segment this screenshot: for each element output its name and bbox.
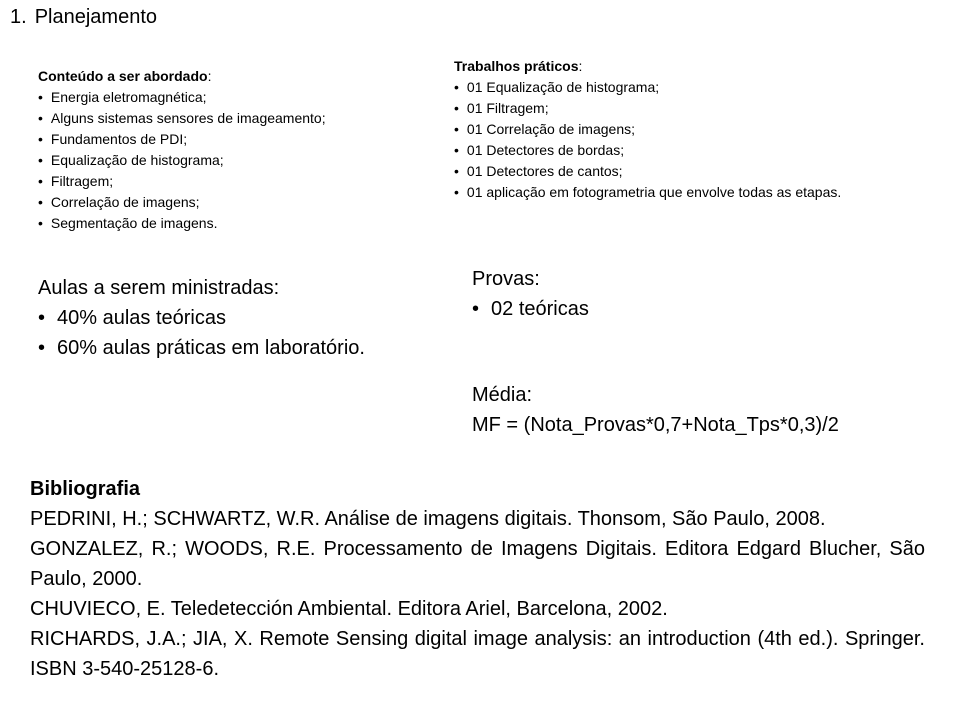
trabalhos-section (454, 56, 924, 203)
bibliografia-section (30, 474, 925, 684)
provas-item: • 02 teóricas (472, 294, 589, 324)
provas-section (472, 264, 589, 324)
bibliografia-ref: GONZALEZ, R.; WOODS, R.E. Processamento de Imagens Digitais. Editora Edgard Blucher, São Paulo, 2000. (30, 538, 925, 590)
bibliografia-heading: Bibliografia (30, 478, 141, 500)
trabalhos-item: • 01 Detectores de cantos; (454, 161, 924, 182)
trabalhos-item: • 01 Correlação de imagens; (454, 119, 924, 140)
conteudo-section (38, 66, 438, 234)
aulas-heading: Aulas a serem ministradas: (38, 277, 280, 299)
aulas-section (38, 273, 365, 363)
conteudo-item: • Filtragem; (38, 171, 438, 192)
trabalhos-item: • 01 Equalização de histograma; (454, 77, 924, 98)
conteudo-item: • Energia eletromagnética; (38, 87, 438, 108)
media-heading: Média: (472, 384, 533, 406)
section-number: 1. (10, 6, 27, 28)
trabalhos-item: • 01 aplicação em fotogrametria que envolve todas as etapas. (454, 182, 924, 203)
conteudo-item: • Segmentação de imagens. (38, 213, 438, 234)
conteudo-item: • Fundamentos de PDI; (38, 129, 438, 150)
bibliografia-ref: RICHARDS, J.A.; JIA, X. Remote Sensing digital image analysis: an introduction (4th ed.). Springer. ISBN 3-540-25128-6. (30, 628, 925, 680)
conteudo-heading: Conteúdo a ser abordado: (38, 68, 212, 84)
media-formula: MF = (Nota_Provas*0,7+Nota_Tps*0,3)/2 (472, 414, 839, 436)
aulas-item: • 60% aulas práticas em laboratório. (38, 333, 365, 363)
provas-heading: Provas: (472, 268, 540, 290)
conteudo-item: • Correlação de imagens; (38, 192, 438, 213)
aulas-item: • 40% aulas teóricas (38, 303, 365, 333)
section-title: Planejamento (34, 6, 157, 28)
trabalhos-heading: Trabalhos práticos: (454, 58, 583, 74)
trabalhos-item: • 01 Detectores de bordas; (454, 140, 924, 161)
conteudo-item: • Equalização de histograma; (38, 150, 438, 171)
trabalhos-item: • 01 Filtragem; (454, 98, 924, 119)
bibliografia-ref: CHUVIECO, E. Teledetección Ambiental. Editora Ariel, Barcelona, 2002. (30, 598, 668, 620)
page-title (10, 6, 157, 29)
conteudo-item: • Alguns sistemas sensores de imageamento; (38, 108, 438, 129)
media-section (472, 380, 839, 440)
bibliografia-ref: PEDRINI, H.; SCHWARTZ, W.R. Análise de imagens digitais. Thonsom, São Paulo, 2008. (30, 508, 826, 530)
